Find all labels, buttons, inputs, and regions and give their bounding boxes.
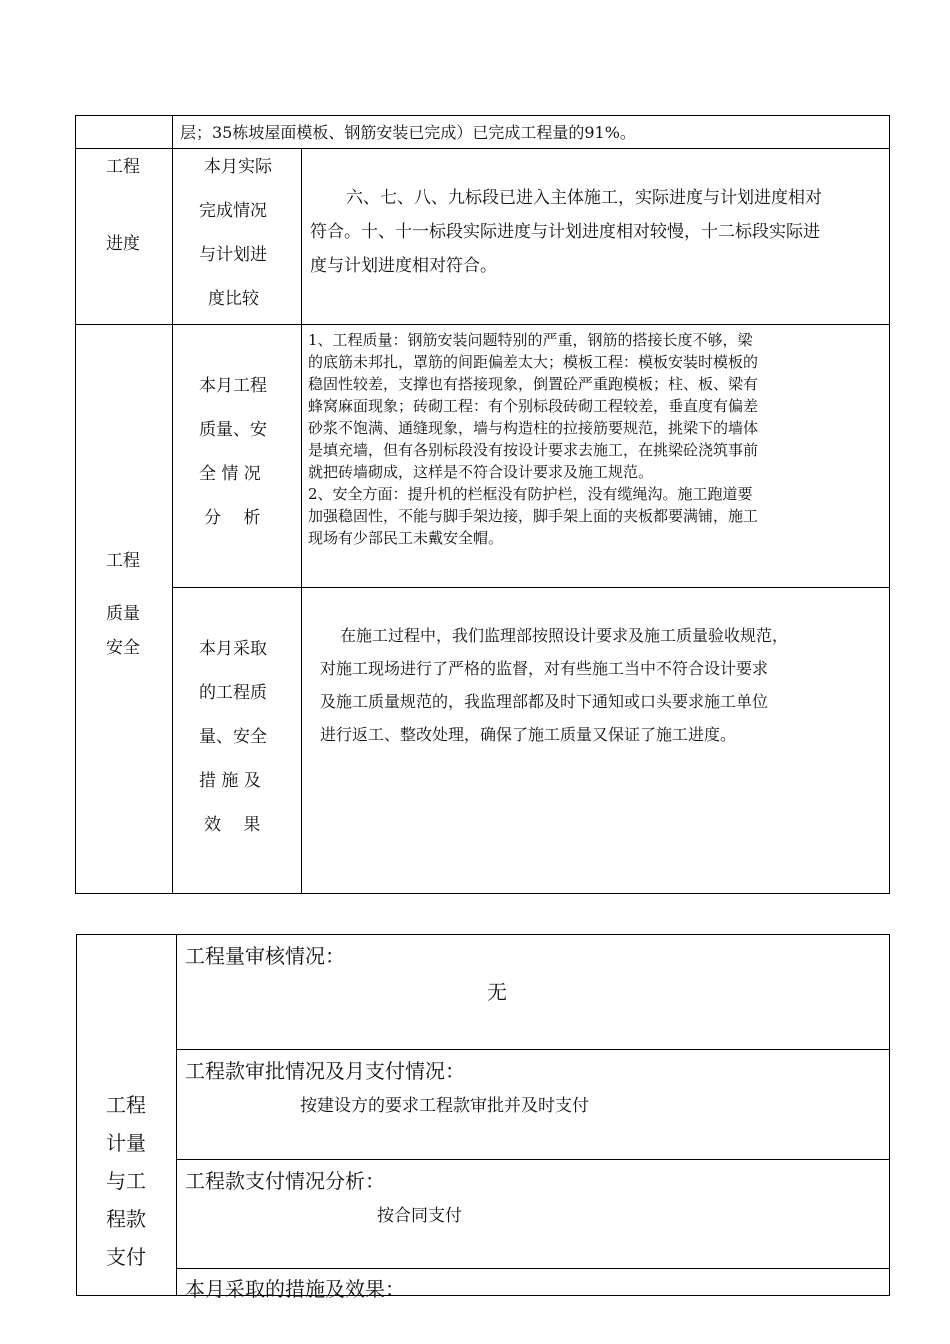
progress-sublabel: 与计划进 (199, 245, 267, 265)
payment-approval-content: 按建设方的要求工程款审批并及时支付 (300, 1096, 589, 1116)
table2-row-divider (176, 1159, 890, 1160)
quality-analysis-content (308, 329, 886, 549)
quality-analysis-line: 砂浆不饱满、通缝现象，墙与构造柱的拉接筋要规范，挑梁下的墙体 (308, 419, 759, 437)
quality-analysis-line: 的底筋未邦扎，罩筋的间距偏差太大；模板工程：模板安装时模板的 (308, 353, 759, 371)
table1-border-right (889, 115, 890, 894)
progress-content-line: 符合。十、十一标段实际进度与计划进度相对较慢，十二标段实际进 (310, 222, 820, 242)
table1-continuation-text: 层；35栋坡屋面模板、钢筋安装已完成）已完成工程量的91%。 (180, 123, 636, 142)
payment-analysis-content: 按合同支付 (377, 1206, 462, 1226)
quality-measures-label: 的工程质 (199, 683, 267, 703)
table1-border-bottom (75, 893, 890, 894)
quality-measures-line: 及施工质量规范的，我监理部都及时下通知或口头要求施工单位 (320, 692, 769, 711)
quality-analysis-line: 是填充墙，但有各别标段没有按设计要求去施工，在挑梁砼浇筑事前 (308, 441, 759, 459)
quality-measures-line: 对施工现场进行了严格的监督，对有些施工当中不符合设计要求 (320, 659, 769, 678)
progress-label: 工程 (106, 157, 140, 177)
table1-border-left (75, 115, 76, 894)
quality-analysis-line: 1、工程质量：钢筋安装问题特别的严重，钢筋的搭接长度不够，梁 (308, 331, 753, 349)
table1-col-divider (172, 115, 173, 894)
quality-analysis-line: 加强稳固性，不能与脚手架边接，脚手架上面的夹板都要满铺，施工 (308, 507, 759, 525)
quality-measures-line: 在施工过程中，我们监理部按照设计要求及施工质量验收规范， (340, 626, 789, 645)
quality-measures-line: 进行返工、整改处理，确保了施工质量又保证了施工进度。 (320, 725, 737, 744)
progress-sublabel: 本月实际 (204, 157, 272, 177)
progress-sublabel: 度比较 (208, 289, 259, 309)
quality-analysis-line: 就把砖墙砌成，这样是不符合设计要求及施工规范。 (308, 463, 654, 481)
quality-analysis-line: 稳固性较差，支撑也有搭接现象，倒置砼严重跑模板；柱、板、梁有 (308, 375, 759, 393)
table1-row-divider (75, 324, 890, 325)
quantity-review-heading: 工程量审核情况： (185, 944, 345, 968)
payment-label: 与工 (106, 1169, 146, 1193)
quality-label: 工程 (106, 551, 140, 571)
table2-border-top (76, 934, 890, 935)
quality-analysis-line: 现场有少部民工未戴安全帽。 (308, 529, 504, 547)
quality-analysis-line: 蜂窝麻面现象；砖砌工程：有个别标段砖砌工程较差，垂直度有偏差 (308, 397, 759, 415)
measures-effect-heading: 本月采取的措施及效果： (185, 1277, 405, 1301)
table2-border-left (76, 934, 77, 1296)
table1-row-divider (172, 587, 890, 588)
payment-analysis-heading: 工程款支付情况分析： (185, 1169, 385, 1193)
progress-sublabel: 完成情况 (199, 201, 267, 221)
table2-border-right (889, 934, 890, 1296)
payment-label: 计量 (106, 1131, 146, 1155)
table2-col-divider (176, 934, 177, 1296)
quality-measures-label: 量、安全 (199, 727, 267, 747)
quantity-review-content: 无 (487, 980, 507, 1004)
table1-border-top (75, 115, 890, 116)
progress-content-line: 度与计划进度相对符合。 (310, 256, 497, 276)
payment-label: 程款 (106, 1207, 146, 1231)
quality-analysis-label: 本月工程 (199, 376, 267, 396)
quality-analysis-label: 分 析 (204, 508, 261, 528)
quality-analysis-line: 2、安全方面：提升机的栏框没有防护栏，没有缆绳沟。施工跑道要 (308, 485, 753, 503)
quality-measures-label: 本月采取 (199, 639, 267, 659)
table1-col-divider (301, 148, 302, 894)
progress-label: 进度 (106, 234, 140, 254)
quality-analysis-label: 质量、安 (199, 420, 267, 440)
quality-measures-label: 效 果 (204, 815, 261, 835)
quality-measures-label: 措 施 及 (199, 771, 261, 791)
table2-row-divider (176, 1049, 890, 1050)
quality-label: 安全 (106, 638, 140, 658)
payment-approval-heading: 工程款审批情况及月支付情况： (185, 1059, 465, 1083)
payment-label: 支付 (106, 1245, 146, 1269)
quality-analysis-label: 全 情 况 (199, 464, 261, 484)
quality-label: 质量 (106, 604, 140, 624)
table1-row-divider (75, 148, 890, 149)
table2-row-divider (176, 1268, 890, 1269)
payment-label: 工程 (106, 1093, 146, 1117)
progress-content-line: 六、七、八、九标段已进入主体施工，实际进度与计划进度相对 (346, 188, 822, 208)
